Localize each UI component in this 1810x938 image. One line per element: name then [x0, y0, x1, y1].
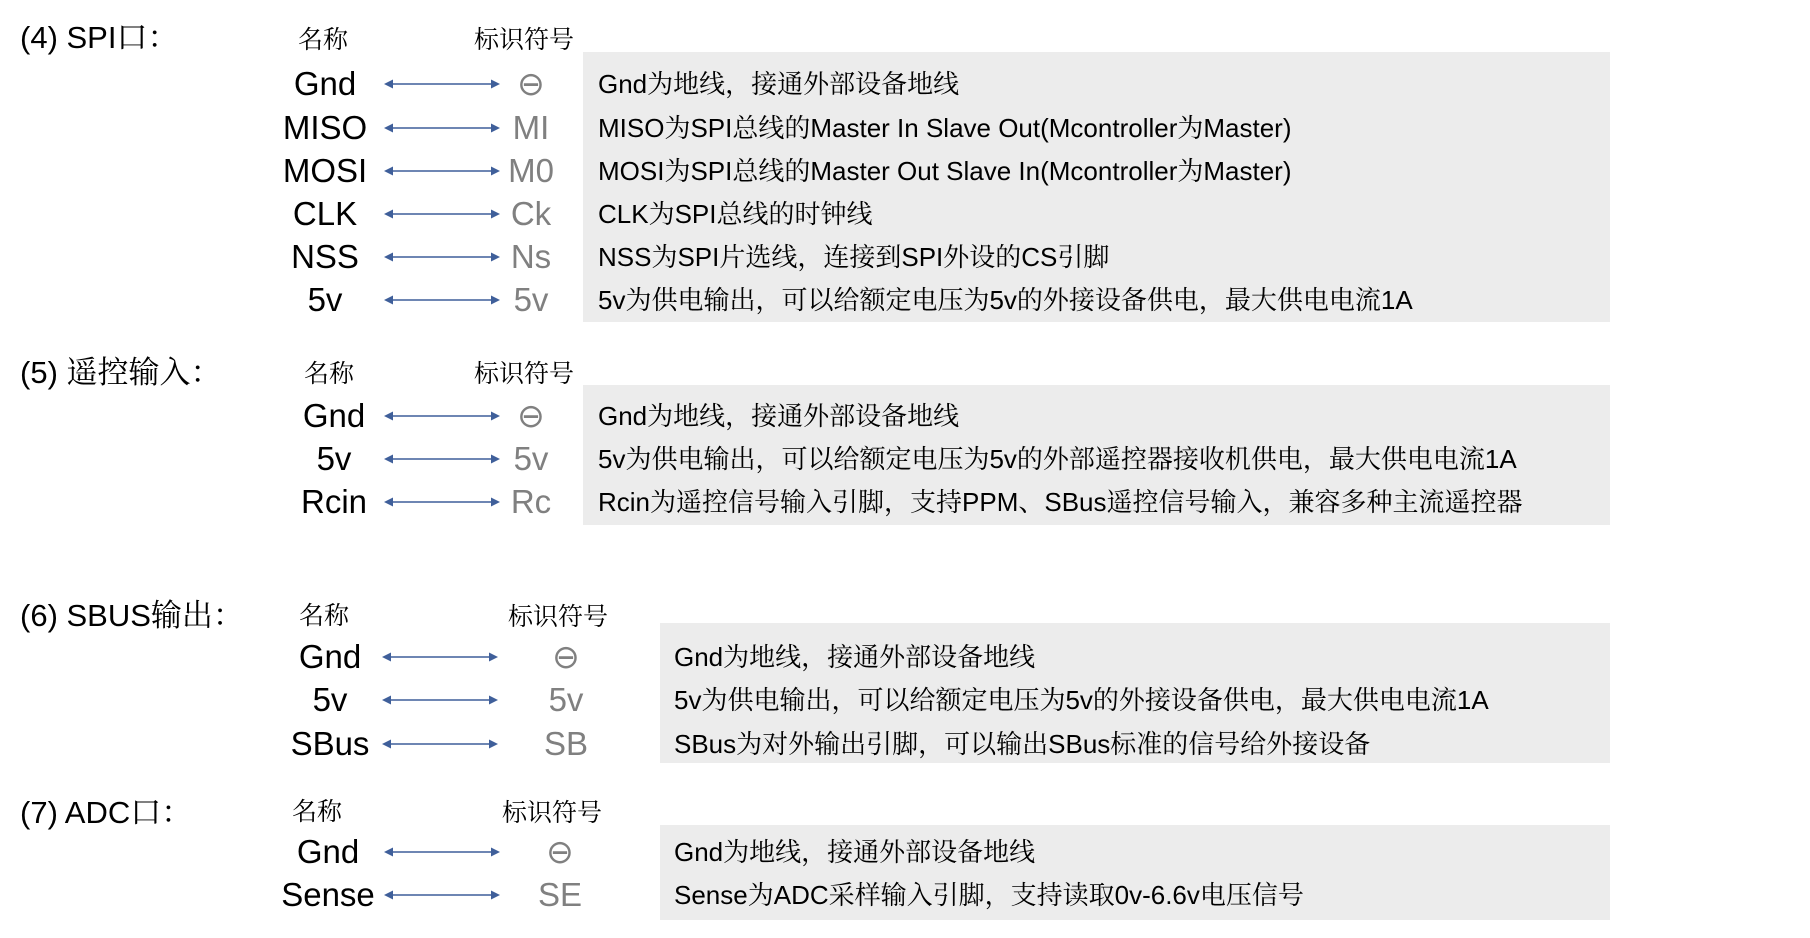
symbol-header: 标识符号 [474, 26, 575, 54]
pin-description: 5v为供电输出，可以给额定电压为5v的外部遥控器接收机供电，最大供电电流1A [598, 444, 1517, 474]
pin-symbol: M0 [508, 152, 554, 189]
name-header: 名称 [298, 26, 349, 54]
double-arrow-icon [384, 888, 500, 902]
pin-row [0, 278, 1810, 322]
pin-row [0, 722, 1810, 766]
pin-symbol: 5v [548, 681, 584, 718]
double-arrow-icon [382, 650, 498, 664]
name-header: 名称 [292, 798, 343, 826]
pin-name: SBus [290, 725, 370, 762]
pin-row [0, 106, 1810, 150]
pin-description: CLK为SPI总线的时钟线 [598, 199, 873, 229]
double-arrow-icon [384, 409, 500, 423]
symbol-header: 标识符号 [508, 603, 609, 631]
pin-description: 5v为供电输出，可以给额定电压为5v的外接设备供电，最大供电电流1A [598, 285, 1413, 315]
double-arrow-icon [384, 207, 500, 221]
pin-description: Sense为ADC采样输入引脚，支持读取0v-6.6v电压信号 [674, 880, 1304, 910]
double-arrow-icon [384, 452, 500, 466]
pin-row [0, 635, 1810, 679]
pin-description: Gnd为地线，接通外部设备地线 [674, 642, 1036, 672]
pin-symbol: MI [512, 109, 550, 146]
pin-row [0, 62, 1810, 106]
double-arrow-icon [384, 495, 500, 509]
pin-row [0, 149, 1810, 193]
name-header: 名称 [299, 602, 350, 630]
double-arrow-icon [382, 737, 498, 751]
pin-name: Gnd [298, 638, 362, 675]
pin-name: 5v [312, 681, 348, 718]
pin-name: Gnd [296, 833, 360, 870]
pin-description: MISO为SPI总线的Master In Slave Out(Mcontroller为Master) [598, 113, 1292, 143]
section-title: (6) SBUS输出： [20, 598, 244, 633]
pin-symbol: 5v [513, 440, 549, 477]
pin-name: Gnd [302, 397, 366, 434]
name-header: 名称 [304, 360, 355, 388]
pin-description: Rcin为遥控信号输入引脚，支持PPM、SBus遥控信号输入，兼容多种主流遥控器 [598, 487, 1523, 517]
pin-symbol: Ck [510, 195, 552, 232]
symbol-header: 标识符号 [474, 360, 575, 388]
pin-symbol: ⊖ [546, 833, 574, 870]
pin-name: NSS [291, 238, 359, 275]
pin-symbol: 5v [513, 281, 549, 318]
section-title: (5) 遥控输入： [20, 355, 222, 390]
pin-description: Gnd为地线，接通外部设备地线 [674, 837, 1036, 867]
pin-symbol: ⊖ [517, 397, 545, 434]
pin-row [0, 830, 1810, 874]
pin-row [0, 394, 1810, 438]
pin-name: Sense [281, 876, 375, 913]
double-arrow-icon [384, 164, 500, 178]
pin-symbol: Rc [510, 483, 552, 520]
double-arrow-icon [382, 693, 498, 707]
pin-description: Gnd为地线，接通外部设备地线 [598, 69, 960, 99]
pin-symbol: SB [543, 725, 589, 762]
pin-description: SBus为对外输出引脚，可以输出SBus标准的信号给外接设备 [674, 729, 1371, 759]
double-arrow-icon [384, 250, 500, 264]
pin-name: 5v [307, 281, 343, 318]
pin-description: NSS为SPI片选线，连接到SPI外设的CS引脚 [598, 242, 1110, 272]
pin-description: Gnd为地线，接通外部设备地线 [598, 401, 960, 431]
pin-description: MOSI为SPI总线的Master Out Slave In(Mcontroller为Master) [598, 156, 1292, 186]
double-arrow-icon [384, 293, 500, 307]
pin-row [0, 678, 1810, 722]
section-title: (7) ADC口： [20, 795, 193, 830]
symbol-header: 标识符号 [502, 799, 603, 827]
pin-row [0, 480, 1810, 524]
pin-name: 5v [316, 440, 352, 477]
pin-description: 5v为供电输出，可以给额定电压为5v的外接设备供电，最大供电电流1A [674, 685, 1489, 715]
pin-symbol: SE [537, 876, 583, 913]
double-arrow-icon [384, 845, 500, 859]
pin-name: MISO [282, 109, 368, 146]
pin-symbol: Ns [510, 238, 552, 275]
pin-name: CLK [292, 195, 358, 232]
double-arrow-icon [384, 121, 500, 135]
pin-row [0, 437, 1810, 481]
pin-row [0, 235, 1810, 279]
pin-name: Gnd [293, 65, 357, 102]
pin-name: Rcin [300, 483, 368, 520]
pin-row [0, 192, 1810, 236]
double-arrow-icon [384, 77, 500, 91]
pin-row [0, 873, 1810, 917]
pin-name: MOSI [282, 152, 368, 189]
pin-symbol: ⊖ [517, 65, 545, 102]
pin-symbol: ⊖ [552, 638, 580, 675]
section-title: (4) SPI口： [20, 20, 179, 55]
